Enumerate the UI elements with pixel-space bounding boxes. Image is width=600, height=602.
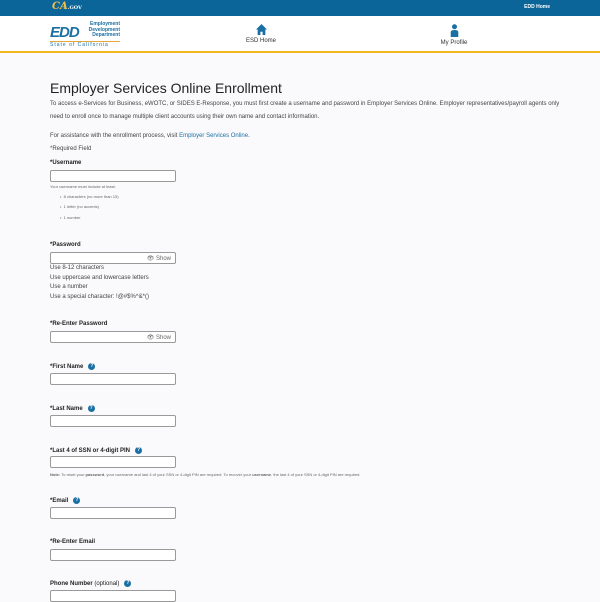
last-name-label: *Last Name ? bbox=[50, 405, 93, 413]
eye-icon: 👁 bbox=[146, 335, 155, 341]
username-label: *Username bbox=[50, 160, 82, 166]
username-rule: • 1 number bbox=[60, 215, 81, 220]
logo-department: Employment Development Department bbox=[88, 21, 120, 38]
email-label: *Email ? bbox=[50, 497, 79, 505]
top-bar bbox=[0, 0, 600, 16]
edd-home-link[interactable]: EDD Home bbox=[524, 4, 550, 10]
edd-logo[interactable] bbox=[50, 22, 120, 48]
nav-label: My Profile bbox=[440, 40, 468, 46]
password-label: *Password bbox=[50, 242, 81, 248]
logo-title: EDD bbox=[50, 24, 79, 41]
required-field-note: *Required Field bbox=[50, 146, 92, 152]
reenter-password-label: *Re-Enter Password bbox=[50, 321, 108, 327]
nav-esd-home[interactable] bbox=[240, 24, 282, 44]
first-name-label: *First Name ? bbox=[50, 363, 94, 371]
nav-my-profile[interactable] bbox=[433, 24, 475, 46]
home-icon bbox=[256, 24, 267, 35]
help-icon[interactable]: ? bbox=[89, 405, 93, 411]
password-rules: Use 8-12 characters Use uppercase and lowercase letters Use a number Use a special character: !@#$%^&*() bbox=[50, 265, 149, 301]
last-name-input[interactable] bbox=[50, 415, 176, 427]
help-icon[interactable]: ? bbox=[137, 447, 141, 453]
reenter-email-input[interactable] bbox=[50, 549, 176, 561]
phone-label: Phone Number (optional) ? bbox=[50, 580, 130, 588]
logo-state: State of California bbox=[50, 41, 120, 48]
help-icon[interactable]: ? bbox=[126, 580, 130, 586]
nav-label: ESD Home bbox=[245, 38, 276, 44]
ssn-label: *Last 4 of SSN or 4-digit PIN ? bbox=[50, 447, 141, 455]
first-name-input[interactable] bbox=[50, 373, 176, 385]
phone-input[interactable] bbox=[50, 590, 176, 602]
username-rule: • 8 characters (no more than 15) bbox=[60, 194, 119, 199]
reenter-email-label: *Re-Enter Email bbox=[50, 539, 96, 545]
show-password-button[interactable]: 👁 Show bbox=[146, 335, 171, 341]
ca-gov-logo[interactable]: CA.GOV bbox=[52, 1, 82, 12]
email-input[interactable] bbox=[50, 507, 176, 519]
page-title: Employer Services Online Enrollment bbox=[50, 80, 282, 96]
site-header bbox=[0, 16, 600, 53]
show-password-button[interactable]: 👁 Show bbox=[146, 256, 171, 262]
username-input[interactable] bbox=[50, 170, 176, 182]
assistance-text: For assistance with the enrollment process, visit Employer Services Online. bbox=[50, 133, 250, 139]
eye-icon: 👁 bbox=[146, 256, 155, 262]
ssn-note: Note: To reset your password, your username and last 4 of your SSN or 4-digit PIN are required. To recover your username, the last 4 of your SSN or 4-digit PIN are required. bbox=[50, 472, 361, 477]
password-input[interactable] bbox=[50, 252, 176, 264]
intro-text: To access e-Services for Business, eWOTC, or SIDES E-Response, you must first create a username and password in Employer Services Online. Employer representatives/payroll agents only need to enroll once to manage multiple client accounts using their own name and contact information. bbox=[50, 101, 560, 120]
help-icon[interactable]: ? bbox=[75, 497, 79, 503]
ssn-input[interactable] bbox=[50, 456, 176, 468]
username-rule: • 1 letter (no accents) bbox=[60, 204, 99, 209]
employer-services-online-link[interactable]: Employer Services Online bbox=[179, 133, 249, 139]
help-icon[interactable]: ? bbox=[90, 363, 94, 369]
reenter-password-input[interactable] bbox=[50, 331, 176, 343]
username-hint: Your username must include at least: bbox=[50, 184, 116, 189]
user-icon bbox=[449, 24, 460, 37]
